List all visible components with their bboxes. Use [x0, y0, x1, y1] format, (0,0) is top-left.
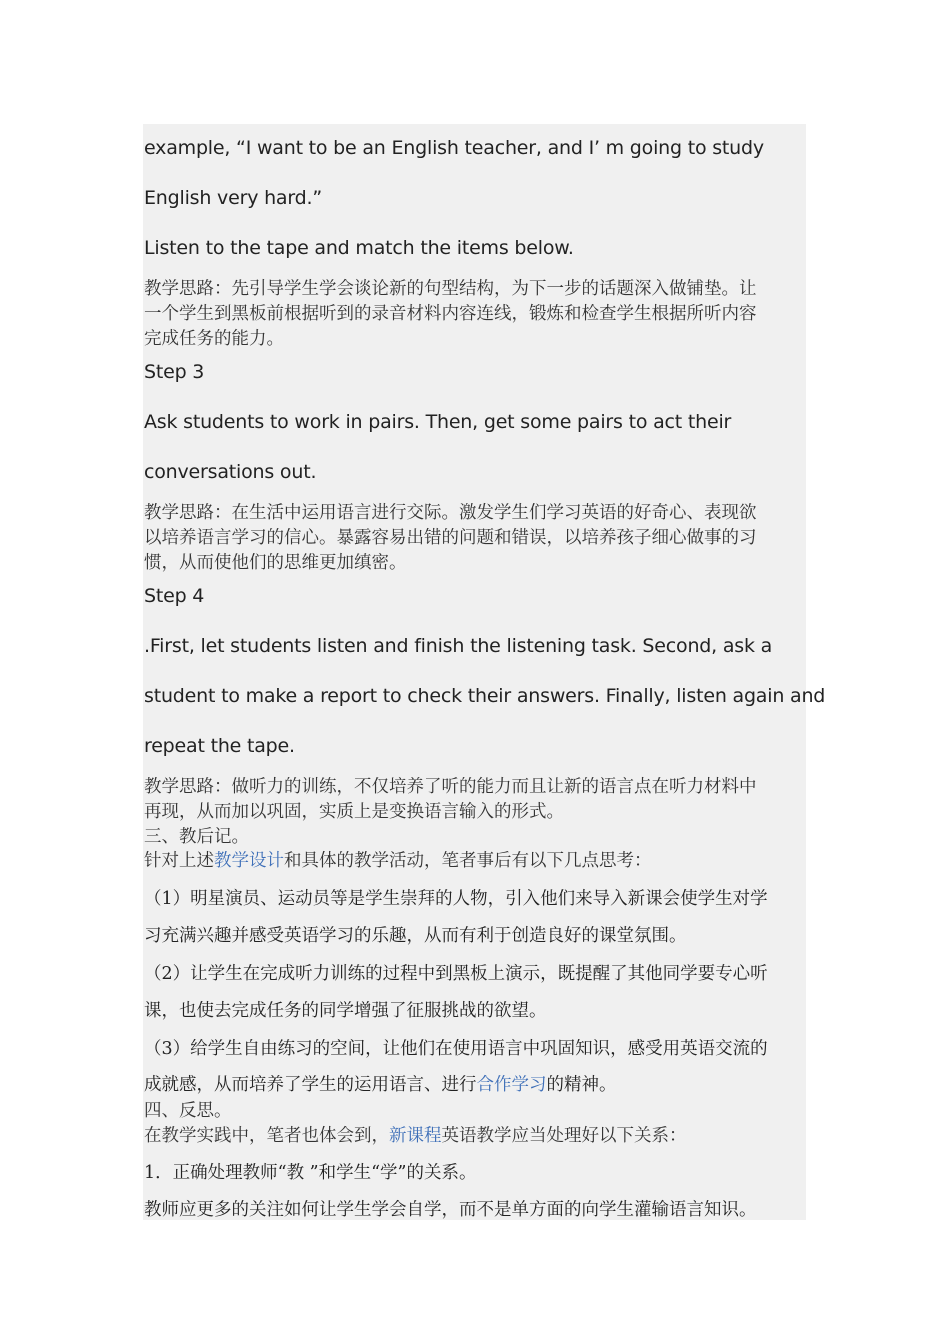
- reflection-item: （3）给学生自由练习的空间，让他们在使用语言中巩固知识，感受用英语交流的: [144, 1039, 768, 1059]
- link-cooperative-learning[interactable]: 合作学习: [476, 1075, 547, 1095]
- teaching-idea-line: 再现，从而加以巩固，实质上是变换语言输入的形式。: [144, 802, 564, 822]
- paragraph-line: example, “I want to be an English teacher, and I’ m going to study: [144, 137, 764, 159]
- text-segment: 在教学实践中，笔者也体会到，: [144, 1126, 389, 1146]
- paragraph-line: [144, 847, 652, 872]
- teaching-idea-line: 一个学生到黑板前根据听到的录音材料内容连线，锻炼和检查学生根据所听内容: [144, 304, 757, 324]
- subheading-line: 1．正确处理教师“教 ”和学生“学”的关系。: [144, 1163, 477, 1183]
- paragraph-line: student to make a report to check their answers. Finally, listen again and: [144, 685, 826, 707]
- paragraph-line: Ask students to work in pairs. Then, get some pairs to act their: [144, 411, 732, 433]
- reflection-item: 习充满兴趣并感受英语学习的乐趣，从而有利于创造良好的课堂氛围。: [144, 926, 687, 946]
- text-segment: 和具体的教学活动，笔者事后有以下几点思考：: [284, 851, 652, 871]
- paragraph-line: .First, let students listen and finish the listening task. Second, ask a: [144, 635, 773, 657]
- teaching-idea-line: 惯，从而使他们的思维更加缜密。: [144, 553, 407, 573]
- step-heading: Step 4: [144, 585, 205, 607]
- paragraph-line: English very hard.”: [144, 187, 322, 209]
- link-new-curriculum[interactable]: 新课程: [389, 1126, 442, 1146]
- teaching-idea-line: 以培养语言学习的信心。暴露容易出错的问题和错误，以培养孩子细心做事的习: [144, 528, 757, 548]
- teaching-idea-line: 教学思路：在生活中运用语言进行交际。激发学生们学习英语的好奇心、表现欲: [144, 503, 757, 523]
- text-segment: 英语教学应当处理好以下关系：: [441, 1126, 687, 1146]
- reflection-item: （2）让学生在完成听力训练的过程中到黑板上演示，既提醒了其他同学要专心听: [144, 964, 768, 984]
- teaching-idea-line: 教学思路：做听力的训练，不仅培养了听的能力而且让新的语言点在听力材料中: [144, 777, 757, 797]
- text-segment: 成就感，从而培养了学生的运用语言、进行: [144, 1075, 477, 1095]
- paragraph-line: 教师应更多的关注如何让学生学会自学，而不是单方面的向学生灌输语言知识。: [144, 1200, 757, 1220]
- reflection-item: 课，也使去完成任务的同学增强了征服挑战的欲望。: [144, 1001, 547, 1021]
- paragraph-line: repeat the tape.: [144, 735, 295, 757]
- paragraph-line: conversations out.: [144, 461, 317, 483]
- reflection-item: （1）明星演员、运动员等是学生崇拜的人物，引入他们来导入新课会使学生对学: [144, 889, 768, 909]
- text-segment: 的精神。: [546, 1075, 617, 1095]
- teaching-idea-line: 完成任务的能力。: [144, 329, 284, 349]
- link-teaching-design[interactable]: 教学设计: [214, 851, 284, 871]
- paragraph-line: Listen to the tape and match the items below.: [144, 237, 574, 259]
- section-heading: 四、反思。: [144, 1101, 232, 1121]
- step-heading: Step 3: [144, 361, 205, 383]
- text-segment: 针对上述: [144, 851, 214, 871]
- paragraph-line: [144, 1122, 687, 1147]
- section-heading: 三、教后记。: [144, 827, 249, 847]
- teaching-idea-line: 教学思路：先引导学生学会谈论新的句型结构，为下一步的话题深入做铺垫。让: [144, 279, 757, 299]
- reflection-item: [144, 1071, 617, 1096]
